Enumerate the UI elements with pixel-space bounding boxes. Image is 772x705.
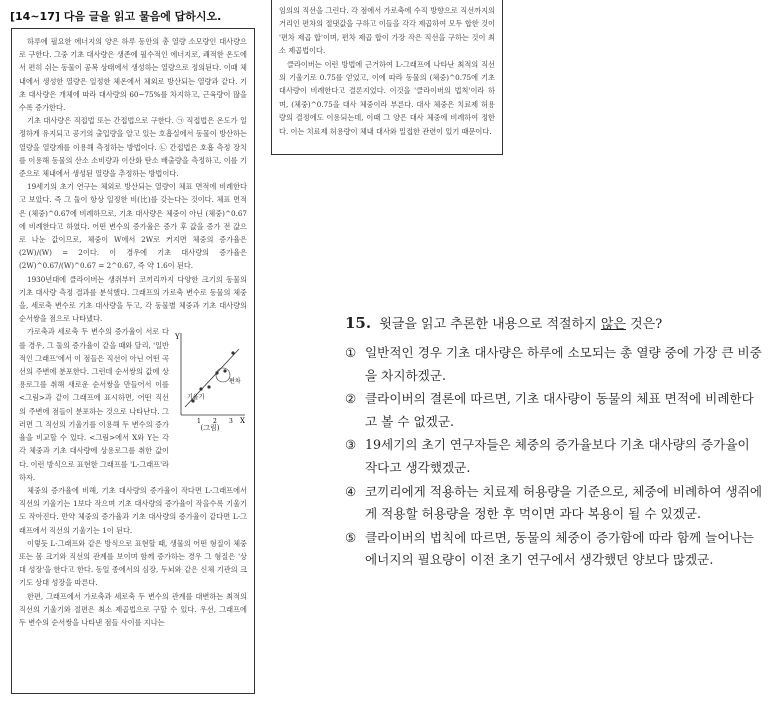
passage-paragraph: 19세기의 초기 연구는 체외로 방산되는 열량이 체표 면적에 비례한다고 보았다. 즉 그 둘이 항상 일정한 비(比)를 갖는다는 것이다. 체표 면적은 (체중)^0.67에 비례하므로, 기초 대사량은 체중이 아닌 (체중)^0.67에 비례한다고 하였다. 어떤 변수의 증가율은 증가 후 값을 증가 전 값으로 나눈 값이므로, 체중이 W에서 2W로 커지면 체중의 증가율은 (2W)/(W) = 2이다. 이 경우에 기초 대사량의 증가율은 (2W)^0.67/(W)^0.67 = 2^0.67, 즉 약 1.6이 된다. — [19, 182, 247, 271]
passage-paragraph: 이렇듯 L-그래프와 같은 방식으로 표현할 때, 생물의 어떤 형질이 체중 또는 몸 크기와 직선의 관계를 보이며 함께 증가하는 경우 그 형질은 '상대 성장'을 한다고 한다. 동일 종에서의 심장, 두뇌와 같은 신체 기관의 크기도 상대 성장을 따른다. — [19, 538, 247, 588]
passage-paragraph: 체중의 증가율에 비해, 기초 대사량의 증가율이 작다면 L-그래프에서 직선의 기울기는 1보다 작으며 기초 대사량의 증가율이 작을수록 기울기도 작아진다. 만약 체중의 증가율과 기초 대사량의 증가율이 같다면 L-그래프에서 직선의 기울기는 1이 된다. — [19, 485, 247, 535]
l-graph-svg — [173, 329, 247, 425]
section-header: [14~17] 다음 글을 읽고 물음에 답하시오. — [10, 10, 222, 23]
passage-paragraph: 클라이버는 이런 방법에 근거하여 L-그래프에 나타난 최적의 직선의 기울기로 0.75를 얻었고, 이에 따라 동물의 (체중)^0.75에 기초 대사량이 비례한다고 결론지었다. 이것을 '클라이버의 법칙'이라 하며, (체중)^0.75을 대사 체중이라 부른다. 대사 체중은 치료제 허용량의 결정에도 이용되는데, 이때 그 양은 대사 체중에 비례하여 정한다. 이는 치료제 허용량이 체내 대사와 밀접한 관련이 있기 때문이다. — [279, 59, 495, 136]
y-axis-label: Y — [175, 333, 180, 342]
passage-paragraph: 1930년대에 클라이버는 생쥐부터 코끼리까지 다양한 크기의 동물의 기초 대사량 측정 결과를 분석했다. 그래프의 가로축 변수로 동물의 체중을, 세로축 변수로 기초 대사량을 두고, 각 동물별 체중과 기초 대사량의 순서쌍을 점으로 나타냈다. — [19, 274, 247, 324]
choice-mark: ① — [345, 345, 357, 360]
data-point — [199, 388, 202, 391]
figure-caption: (그림) — [200, 424, 220, 433]
question-15 — [345, 312, 765, 573]
passage-paragraph: 임의의 직선을 그린다. 각 점에서 가로축에 수직 방향으로 직선까지의 거리인 편차의 절댓값을 구하고 이들을 각각 제곱하여 모두 합한 것이 '편차 제곱 합'이며, 편차 제곱 합이 가장 작은 직선을 구하는 것이 최소 제곱법이다. — [279, 6, 495, 56]
choice-3[interactable] — [345, 434, 765, 479]
passage-right-column — [271, 0, 503, 155]
choice-mark: ④ — [345, 483, 357, 499]
passage-paragraph: 하루에 필요한 에너지의 양은 하루 동안의 총 열량 소모량인 대사량으로 구한다. 그중 기초 대사량은 생존에 필수적인 에너지로, 쾌적한 온도에서 편히 쉬는 동물이 공복 상태에서 생성하는 열량으로 정의된다. 이때 체내에서 생성한 열량은 일정한 체온에서 체외로 방산되는 열량과 같다. 기초 대사량은 개체에 따라 대사량의 60~75%를 차지하고, 근육량이 많을수록 증가한다. — [19, 37, 247, 113]
question-stem-before: 윗글을 읽고 추론한 내용으로 적절하지 — [379, 317, 597, 332]
x-tick-3: 3 — [229, 418, 233, 426]
choice-text: 일반적인 경우 기초 대사량은 하루에 소모되는 총 열량 중에 가장 큰 비중을 차지하겠군. — [365, 345, 762, 383]
figure-wrap — [19, 325, 247, 483]
passage-left-column — [11, 28, 255, 694]
x-tick-2: 2 — [213, 418, 217, 426]
choice-mark: ③ — [345, 437, 357, 453]
choice-mark: ② — [345, 391, 357, 407]
data-point — [207, 386, 210, 389]
choice-text: 코끼리에게 적용하는 치료제 허용량을 기준으로, 체중에 비례하여 생쥐에게 적용할 허용량을 정한 후 먹이면 과다 복용이 될 수 있겠군. — [365, 483, 762, 522]
passage-paragraph: 한편, 그래프에서 가로축과 세로축 두 변수의 관계를 대변하는 최적의 직선의 기울기와 절편은 최소 제곱법으로 구할 수 있다. 우선, 그래프에 두 변수의 순서쌍을 나타낸 점들 사이를 지나는 — [19, 591, 247, 627]
residual-circle — [216, 368, 230, 382]
choice-2[interactable] — [345, 388, 765, 433]
choice-mark: ⑤ — [345, 529, 357, 545]
choice-5[interactable] — [345, 527, 765, 572]
question-stem-after: 것은? — [630, 317, 663, 332]
x-axis-label: X — [240, 417, 245, 426]
passage-paragraph: 기초 대사량은 직접법 또는 간접법으로 구한다. ㉠ 직접법은 온도가 일정하게 유지되고 공기의 출입량을 알고 있는 호흡실에서 동물이 방산하는 열량을 열량계를 이용해 측정하는 방법이다. ㉡ 간접법은 호흡 측정 장치를 이용해 동물의 산소 소비량과 이산화 탄소 배출량을 측정하고, 이를 기준으로 체내에서 생성된 열량을 추정하는 방법이다. — [19, 116, 247, 179]
l-graph-figure — [173, 329, 247, 483]
x-tick-1: 1 — [197, 418, 201, 426]
data-point — [223, 370, 226, 373]
passage-paragraph: 가로축과 세로축 두 변수의 증가율이 서로 다를 경우, 그 둘의 증가율이 같을 때와 달리, '일반적인 그래프'에서 이 점들은 직선이 아닌 어떤 곡선의 주변에 분포한다. 그런데 순서쌍의 값에 상용로그를 취해 새로운 순서쌍을 만들어서 이를 <그림>과 같이 그래프에 표시하면, 어떤 직선의 주변에 점들이 분포하는 것으로 나타난다. 그러면 그 직선의 기울기를 이용해 두 변수의 증가율을 비교할 수 있다. <그림>에서 X와 Y는 각각 체중과 기초 대사량에 상용로그를 취한 값이다. 이런 방식으로 표현한 그래프를 'L-그래프'라 하자. — [19, 327, 169, 482]
question-stem — [345, 312, 765, 336]
choice-text: 클라이버의 법칙에 따르면, 동물의 체중이 증가함에 따라 함께 늘어나는 에너지의 필요량이 이전 초기 연구에서 생각했던 양보다 많겠군. — [365, 529, 754, 568]
data-point — [231, 352, 234, 355]
question-stem-underlined: 않은 — [600, 317, 626, 332]
residual-label: 편차 — [229, 378, 241, 386]
choice-text: 클라이버의 결론에 따르면, 기초 대사량이 동물의 체표 면적에 비례한다고 볼 수 없겠군. — [365, 391, 754, 429]
choice-text: 19세기의 초기 연구자들은 체중의 증가율보다 기초 대사량의 증가율이 작다고 생각했겠군. — [365, 437, 750, 475]
question-number: 15. — [345, 314, 372, 332]
choice-4[interactable] — [345, 481, 765, 526]
choice-1[interactable] — [345, 342, 765, 387]
slope-label: 기울기 — [187, 394, 205, 402]
